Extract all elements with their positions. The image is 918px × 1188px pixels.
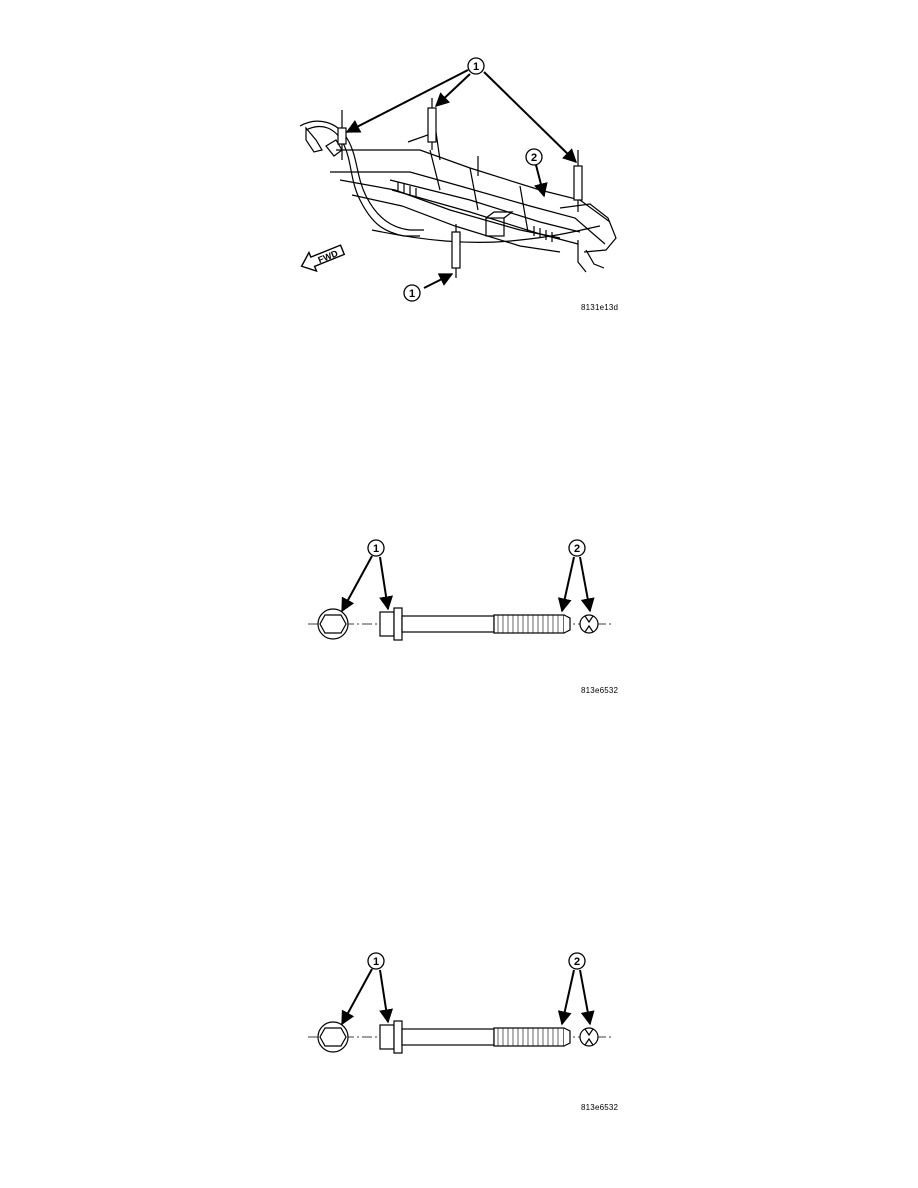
bolt-illustration-a [0, 535, 918, 705]
bolt-side-view [380, 1021, 570, 1053]
svg-text:1: 1 [372, 543, 380, 555]
svg-text:2: 2 [573, 956, 581, 968]
crossmember-figure [0, 0, 918, 330]
figure-code: 813e6532 [581, 1103, 619, 1112]
callout-1-bottom [404, 285, 420, 301]
svg-text:1: 1 [472, 61, 480, 73]
callout-leaders [342, 969, 590, 1024]
bolt-figure-a [0, 535, 918, 705]
bolt-head-end-view [318, 1022, 348, 1052]
bolt-tip-end-view [580, 1028, 598, 1046]
callout-2 [569, 540, 585, 556]
bolt-markers [338, 98, 582, 278]
bolt-tip-end-view [580, 615, 598, 633]
callout-1 [368, 540, 384, 556]
bolt-figure-b [0, 948, 918, 1118]
fwd-arrow-icon [298, 240, 346, 275]
callout-2 [569, 953, 585, 969]
bolt-head-end-view [318, 609, 348, 639]
crossmember-illustration [0, 0, 918, 330]
svg-text:2: 2 [573, 543, 581, 555]
callout-1-top [468, 58, 484, 74]
svg-text:2: 2 [530, 152, 538, 164]
figure-code: 8131e13d [581, 303, 619, 312]
bolt-side-view [380, 608, 570, 640]
callout-1 [368, 953, 384, 969]
bolt-illustration-b [0, 948, 918, 1118]
callout-leaders [347, 70, 576, 288]
figure-code: 813e6532 [581, 686, 619, 695]
svg-text:1: 1 [372, 956, 380, 968]
svg-text:1: 1 [408, 288, 416, 300]
callout-2 [526, 149, 542, 165]
fwd-label: FWD [316, 248, 340, 266]
callout-leaders [342, 556, 590, 611]
